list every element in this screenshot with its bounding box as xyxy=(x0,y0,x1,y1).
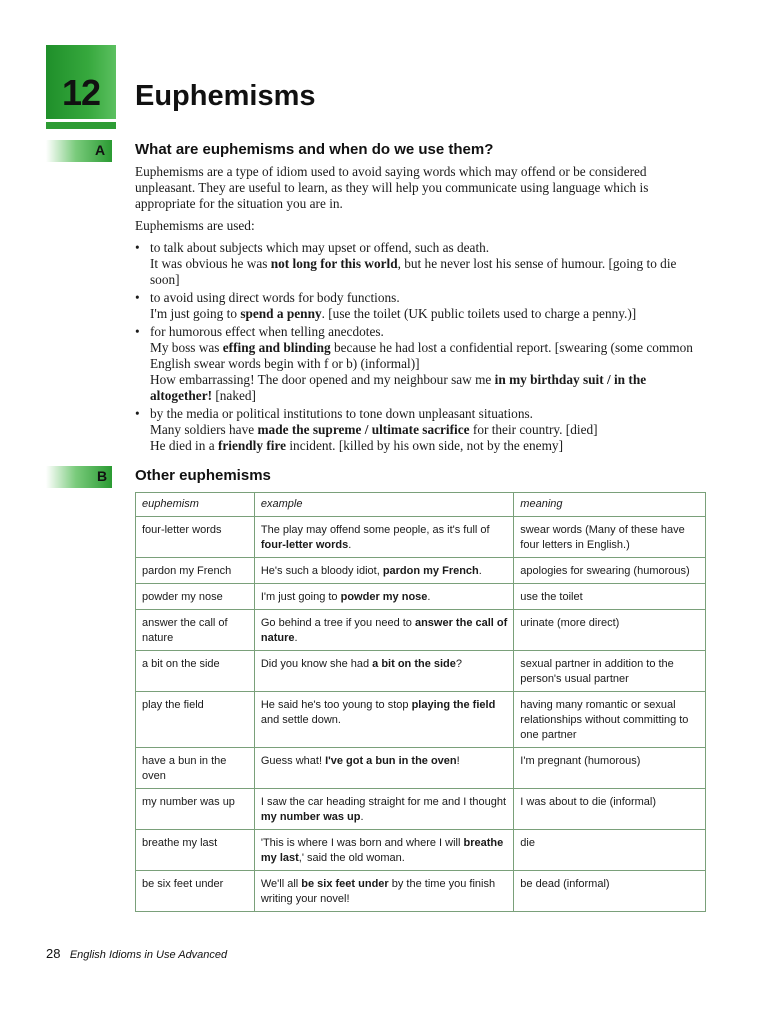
usage-example xyxy=(150,340,705,372)
example-text: . xyxy=(427,591,431,603)
table-row xyxy=(136,789,706,830)
section-a-letter: A xyxy=(94,142,106,158)
example-text: and settle down. xyxy=(260,714,341,726)
page-footer xyxy=(46,946,227,961)
usage-item xyxy=(135,324,705,404)
cell-meaning: die xyxy=(514,830,706,871)
usage-example xyxy=(150,306,705,322)
idiom-phrase: pardon my French xyxy=(382,565,479,577)
page-number: 28 xyxy=(46,946,61,961)
section-a-used-label: Euphemisms are used: xyxy=(135,218,255,233)
usage-text: to avoid using direct words for body functions. xyxy=(150,290,400,305)
example-text: He said he's too young to stop xyxy=(260,699,412,711)
cell-meaning: urinate (more direct) xyxy=(514,610,706,651)
idiom-phrase: breathe my last xyxy=(260,837,504,864)
cell-meaning: swear words (Many of these have four letters in English.) xyxy=(514,517,706,558)
idiom-phrase: made the supreme / ultimate sacrifice xyxy=(257,422,470,437)
bullet-icon: • xyxy=(135,290,140,305)
table-row xyxy=(136,871,706,912)
example-text: How embarrassing! The door opened and my neighbour saw me xyxy=(150,372,495,387)
usage-text: by the media or political institutions to tone down unpleasant situations. xyxy=(150,406,533,421)
usage-item xyxy=(135,290,705,322)
section-b-heading: Other euphemisms xyxy=(135,467,271,484)
cell-euphemism: my number was up xyxy=(136,789,255,830)
bullet-icon: • xyxy=(135,406,140,421)
example-text: , but he never lost his sense of humour. [going to die soon] xyxy=(150,256,677,287)
cell-meaning: sexual partner in addition to the person's usual partner xyxy=(514,651,706,692)
idiom-phrase: not long for this world xyxy=(270,256,398,271)
cell-euphemism: be six feet under xyxy=(136,871,255,912)
example-text: ? xyxy=(455,658,463,670)
cell-example xyxy=(254,651,513,692)
example-text: ! xyxy=(456,755,460,767)
cell-euphemism: four-letter words xyxy=(136,517,255,558)
section-a-heading: What are euphemisms and when do we use them? xyxy=(135,141,494,158)
example-text: by the time you finish writing your novel! xyxy=(260,878,496,905)
idiom-phrase: playing the field xyxy=(411,699,496,711)
idiom-phrase: my number was up xyxy=(260,811,361,823)
example-text: [naked] xyxy=(212,388,256,403)
idiom-phrase: effing and blinding xyxy=(222,340,331,355)
usage-example xyxy=(150,438,705,454)
usage-item xyxy=(135,406,705,454)
column-header-meaning: meaning xyxy=(514,493,706,517)
usage-item xyxy=(135,240,705,288)
example-text: We'll all xyxy=(260,878,302,890)
example-text: It was obvious he was xyxy=(150,256,271,271)
cell-example xyxy=(254,692,513,748)
section-a-body xyxy=(135,164,705,456)
cell-example xyxy=(254,830,513,871)
column-header-example: example xyxy=(254,493,513,517)
cell-example xyxy=(254,517,513,558)
table-row xyxy=(136,517,706,558)
section-b-letter: B xyxy=(96,468,108,484)
example-text: He died in a xyxy=(150,438,218,453)
column-header-euphemism: euphemism xyxy=(136,493,255,517)
table-row xyxy=(136,584,706,610)
idiom-phrase: answer the call of nature xyxy=(260,617,508,644)
usage-example xyxy=(150,372,705,404)
example-text: Many soldiers have xyxy=(150,422,258,437)
idiom-phrase: powder my nose xyxy=(340,591,428,603)
cell-meaning: having many romantic or sexual relationships without committing to one partner xyxy=(514,692,706,748)
example-text: He's such a bloody idiot, xyxy=(260,565,383,577)
example-text: The play may offend some people, as it's full of xyxy=(260,524,490,536)
idiom-phrase: I've got a bun in the oven xyxy=(325,755,457,767)
cell-euphemism: pardon my French xyxy=(136,558,255,584)
idiom-phrase: friendly fire xyxy=(217,438,287,453)
cell-euphemism: have a bun in the oven xyxy=(136,748,255,789)
cell-example xyxy=(254,584,513,610)
cell-euphemism: play the field xyxy=(136,692,255,748)
cell-example xyxy=(254,748,513,789)
unit-number: 12 xyxy=(61,72,101,113)
idiom-phrase: a bit on the side xyxy=(372,658,456,670)
idiom-phrase: four-letter words xyxy=(260,539,349,551)
idiom-phrase: be six feet under xyxy=(301,878,389,890)
section-a-intro: Euphemisms are a type of idiom used to avoid saying words which may offend or be considered unpleasant. They are useful to learn, as they will help you communicate using language which is appropriate for the situation you are in. xyxy=(135,164,649,211)
example-text: ,' said the old woman. xyxy=(298,852,405,864)
cell-euphemism: powder my nose xyxy=(136,584,255,610)
usage-example xyxy=(150,422,705,438)
table-header-row xyxy=(136,493,706,517)
example-text: because he had lost a confidential report. [swearing (some common English swear words begin with f or b) (informal)] xyxy=(150,340,693,371)
cell-meaning: I'm pregnant (humorous) xyxy=(514,748,706,789)
cell-meaning: I was about to die (informal) xyxy=(514,789,706,830)
example-text: I'm just going to xyxy=(150,306,241,321)
table-row xyxy=(136,830,706,871)
table-row xyxy=(136,692,706,748)
unit-title: Euphemisms xyxy=(135,80,316,112)
cell-euphemism: answer the call of nature xyxy=(136,610,255,651)
table-row xyxy=(136,610,706,651)
cell-example xyxy=(254,789,513,830)
idiom-phrase: in my birthday suit / in the altogether! xyxy=(150,372,647,403)
example-text: Guess what! xyxy=(260,755,326,767)
example-text: . xyxy=(294,632,298,644)
example-text: I saw the car heading straight for me and I thought xyxy=(260,796,507,808)
table-body xyxy=(136,517,706,912)
cell-meaning: be dead (informal) xyxy=(514,871,706,912)
book-title: English Idioms in Use Advanced xyxy=(69,949,228,961)
usage-list xyxy=(135,240,705,454)
usage-example xyxy=(150,256,705,288)
usage-text: for humorous effect when telling anecdotes. xyxy=(150,324,384,339)
cell-meaning: apologies for swearing (humorous) xyxy=(514,558,706,584)
example-text: Go behind a tree if you need to xyxy=(260,617,415,629)
table-row xyxy=(136,558,706,584)
example-text: . xyxy=(348,539,352,551)
bullet-icon: • xyxy=(135,240,140,255)
cell-example xyxy=(254,558,513,584)
usage-text: to talk about subjects which may upset or offend, such as death. xyxy=(150,240,490,255)
example-text: . xyxy=(478,565,482,577)
cell-euphemism: breathe my last xyxy=(136,830,255,871)
cell-example xyxy=(254,610,513,651)
example-text: . xyxy=(360,811,364,823)
table-row xyxy=(136,651,706,692)
example-text: I'm just going to xyxy=(260,591,341,603)
table-row xyxy=(136,748,706,789)
cell-euphemism: a bit on the side xyxy=(136,651,255,692)
example-text: for their country. [died] xyxy=(469,422,598,437)
euphemism-table xyxy=(135,492,706,912)
cell-example xyxy=(254,871,513,912)
example-text: incident. [killed by his own side, not by the enemy] xyxy=(286,438,563,453)
unit-underline-bar xyxy=(46,122,116,129)
cell-meaning: use the toilet xyxy=(514,584,706,610)
example-text: . [use the toilet (UK public toilets used to charge a penny.)] xyxy=(321,306,637,321)
example-text: Did you know she had xyxy=(260,658,373,670)
bullet-icon: • xyxy=(135,324,140,339)
example-text: My boss was xyxy=(150,340,223,355)
idiom-phrase: spend a penny xyxy=(240,306,322,321)
example-text: 'This is where I was born and where I will xyxy=(260,837,464,849)
